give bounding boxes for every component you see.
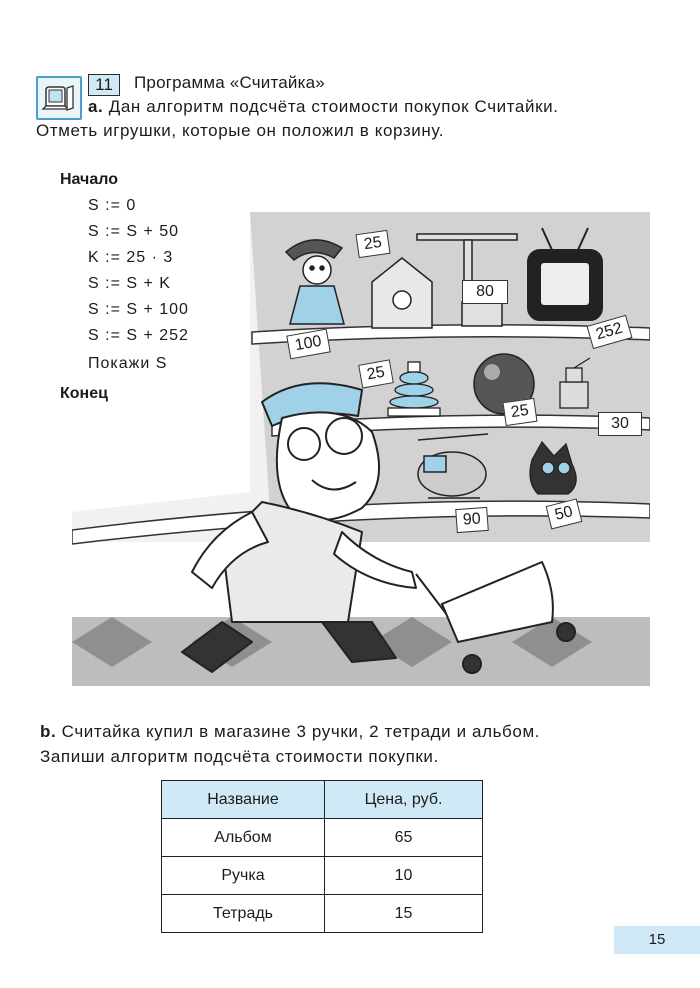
toy-shop-illustration: [72, 212, 650, 686]
algorithm-line: S := S + 50: [88, 223, 180, 240]
part-a-line2: Отметь игрушки, которые он положил в корзину.: [36, 121, 445, 140]
algorithm-line: S := S + 100: [88, 301, 189, 318]
table-cell: 15: [325, 895, 483, 933]
algorithm-end: Конец: [60, 385, 108, 402]
column-header-price: Цена, руб.: [325, 781, 483, 819]
table-row: [162, 895, 483, 933]
table-cell: Тетрадь: [162, 895, 325, 933]
price-tag: 30: [598, 412, 642, 436]
price-table: [161, 780, 483, 933]
part-b-line2: Запиши алгоритм подсчёта стоимости покупки.: [40, 747, 439, 766]
part-b-text1: Считайка купил в магазине 3 ручки, 2 тетради и альбом.: [61, 722, 541, 741]
price-tag: 25: [355, 230, 390, 258]
price-tag: 90: [455, 507, 488, 533]
part-a-line1: [88, 97, 559, 117]
algorithm-line: S := 0: [88, 197, 137, 214]
price-tag: 252: [586, 315, 632, 349]
task-number: 11: [88, 74, 120, 96]
price-tag: 100: [286, 329, 330, 360]
price-tag: 80: [462, 280, 508, 304]
algorithm-line: K := 25 · 3: [88, 249, 174, 266]
table-row: [162, 857, 483, 895]
price-tag: 25: [502, 398, 537, 426]
page-number: 15: [614, 926, 700, 954]
column-header-name: Название: [162, 781, 325, 819]
part-b-label: b.: [40, 722, 57, 741]
part-b-line1: [40, 722, 540, 742]
task-title: Программа «Считайка»: [134, 73, 325, 92]
algorithm-line: S := S + 252: [88, 327, 189, 344]
price-tag: 50: [546, 499, 583, 530]
table-cell: Альбом: [162, 819, 325, 857]
algorithm-line: S := S + K: [88, 275, 171, 292]
table-header-row: [162, 781, 483, 819]
computer-book-icon: [36, 76, 82, 120]
table-cell: 10: [325, 857, 483, 895]
price-tag: 25: [358, 359, 393, 388]
algorithm-start: Начало: [60, 171, 118, 188]
table-cell: Ручка: [162, 857, 325, 895]
table-cell: 65: [325, 819, 483, 857]
table-row: [162, 819, 483, 857]
part-a-label: a.: [88, 97, 104, 116]
part-a-text1: Дан алгоритм подсчёта стоимости покупок Считайки.: [108, 97, 559, 116]
algorithm-line: Покажи S: [88, 355, 168, 372]
